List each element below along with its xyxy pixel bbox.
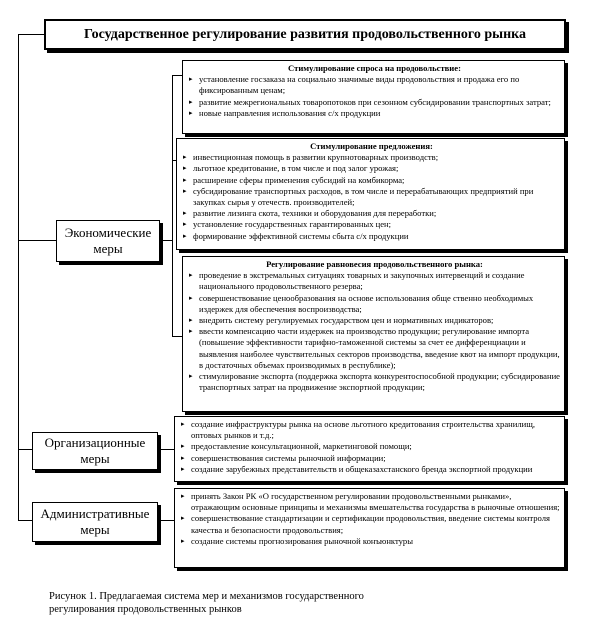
economic-connector (18, 240, 56, 241)
demand-title: Стимулирование спроса на продовольствие: (288, 63, 461, 73)
economic-label-line1: Экономические (64, 225, 152, 240)
list-item: ▸ льготное кредитование, в том числе и под залог урожая; (183, 163, 560, 174)
organizational-measures-box (32, 432, 158, 470)
list-item: ▸ развитие межрегиональных товаропотоков при сезонном субсидировании транспортных затрат; (189, 97, 560, 108)
economic-branch-line (172, 75, 173, 336)
organizational-label-line2: меры (80, 451, 110, 466)
supply-stimulation-box (176, 138, 565, 250)
administrative-measures-box (32, 502, 158, 542)
list-item: ▸ совершенствования системы рыночной информации; (181, 453, 560, 464)
demand-connector (172, 75, 182, 76)
list-item: ▸ развитие лизинга скота, техники и оборудования для переработки; (183, 208, 560, 219)
caption-line2: регулирования продовольственных рынков (49, 603, 242, 615)
title-connector (18, 34, 44, 35)
economic-to-branch-line (160, 240, 172, 241)
list-item: ▸ создание зарубежных представительств и общеказахстанского бренда экспортной продукции (181, 464, 560, 475)
administrative-label-line1: Административные (40, 506, 150, 521)
list-item: ▸ установление госзаказа на социально значимые виды продовольствия и продажа его по фиксированным ценам; (189, 74, 560, 96)
organizational-measures-list (174, 416, 565, 482)
caption-line1: Рисунок 1. Предлагаемая система мер и механизмов государственного (49, 591, 364, 602)
list-item: ▸ предоставление консультационной, маркетинговой помощи; (181, 441, 560, 452)
administrative-connector (18, 520, 32, 521)
list-item: ▸ внедрить систему регулируемых государством цен и нормативных индикаторов; (189, 315, 560, 326)
list-item: ▸ субсидирование транспортных расходов, в том числе и перерабатывающих предприятий при закупках сырья у отечеств. производителей; (183, 186, 560, 208)
left-spine-line (18, 34, 19, 521)
administrative-label-line2: меры (80, 522, 110, 537)
organizational-connector (18, 449, 32, 450)
admin-to-box-line (158, 520, 174, 521)
list-item: ▸ совершенствование стандартизации и сертификации продовольствия, введение системы контроля качества и безопасности продовольствия; (181, 513, 560, 535)
diagram-title: Государственное регулирование развития продовольственного рынка (44, 19, 566, 50)
list-item: ▸ создание инфраструктуры рынка на основе льготного кредитования строительства хранилищ, оптовых рынков и т.д.; (181, 419, 560, 441)
economic-label-line2: меры (93, 241, 123, 256)
organizational-label-line1: Организационные (44, 435, 146, 450)
figure-caption (49, 591, 489, 616)
list-item: ▸ проведение в экстремальных ситуациях товарных и закупочных интервенций и создание национального продовольственного резерва; (189, 270, 560, 292)
demand-stimulation-box (182, 60, 565, 134)
equilibrium-title: Регулирование равновесия продовольственного рынка: (266, 259, 483, 269)
equilibrium-connector (172, 336, 182, 337)
list-item: ▸ установление государственных гарантированных цен; (183, 219, 560, 230)
supply-title: Стимулирование предложения: (310, 141, 433, 151)
list-item: ▸ принять Закон РК «О государственном регулировании продовольственными рынками», отражающим основные принципы и механизмы вмешательства государства в рыночные отношения; (181, 491, 560, 513)
economic-measures-box (56, 220, 160, 262)
list-item: ▸ стимулирование экспорта (поддержка экспорта конкурентоспособной продукции; субсидирование транспортных затрат на продвижение экспортной продукции; (189, 371, 560, 393)
list-item: ▸ расширение сферы применения субсидий на комбикорма; (183, 175, 560, 186)
market-equilibrium-box (182, 256, 565, 412)
list-item: ▸ формирование эффективной системы сбыта с/х продукции (183, 231, 560, 242)
list-item: ▸ ввести компенсацию части издержек на производство продукции; регулирование импорта (повышение эффективности тарифно-таможенной системы за счет ее дифференциации и выявления наиболее чувствительных секторов производства, введение квот на импорт продукции, в достаточных объемах производимых в республике); (189, 326, 560, 371)
list-item: ▸ инвестиционная помощь в развитии крупнотоварных производств; (183, 152, 560, 163)
list-item: ▸ новые направления использования с/х продукции (189, 108, 560, 119)
org-to-box-line (158, 449, 174, 450)
administrative-measures-list (174, 488, 565, 568)
list-item: ▸ создание системы прогнозирования рыночной конъюнктуры (181, 536, 560, 547)
list-item: ▸ совершенствование ценообразования на основе использования обще ственно необходимых издержек для обеспечения воспроизводства; (189, 293, 560, 315)
